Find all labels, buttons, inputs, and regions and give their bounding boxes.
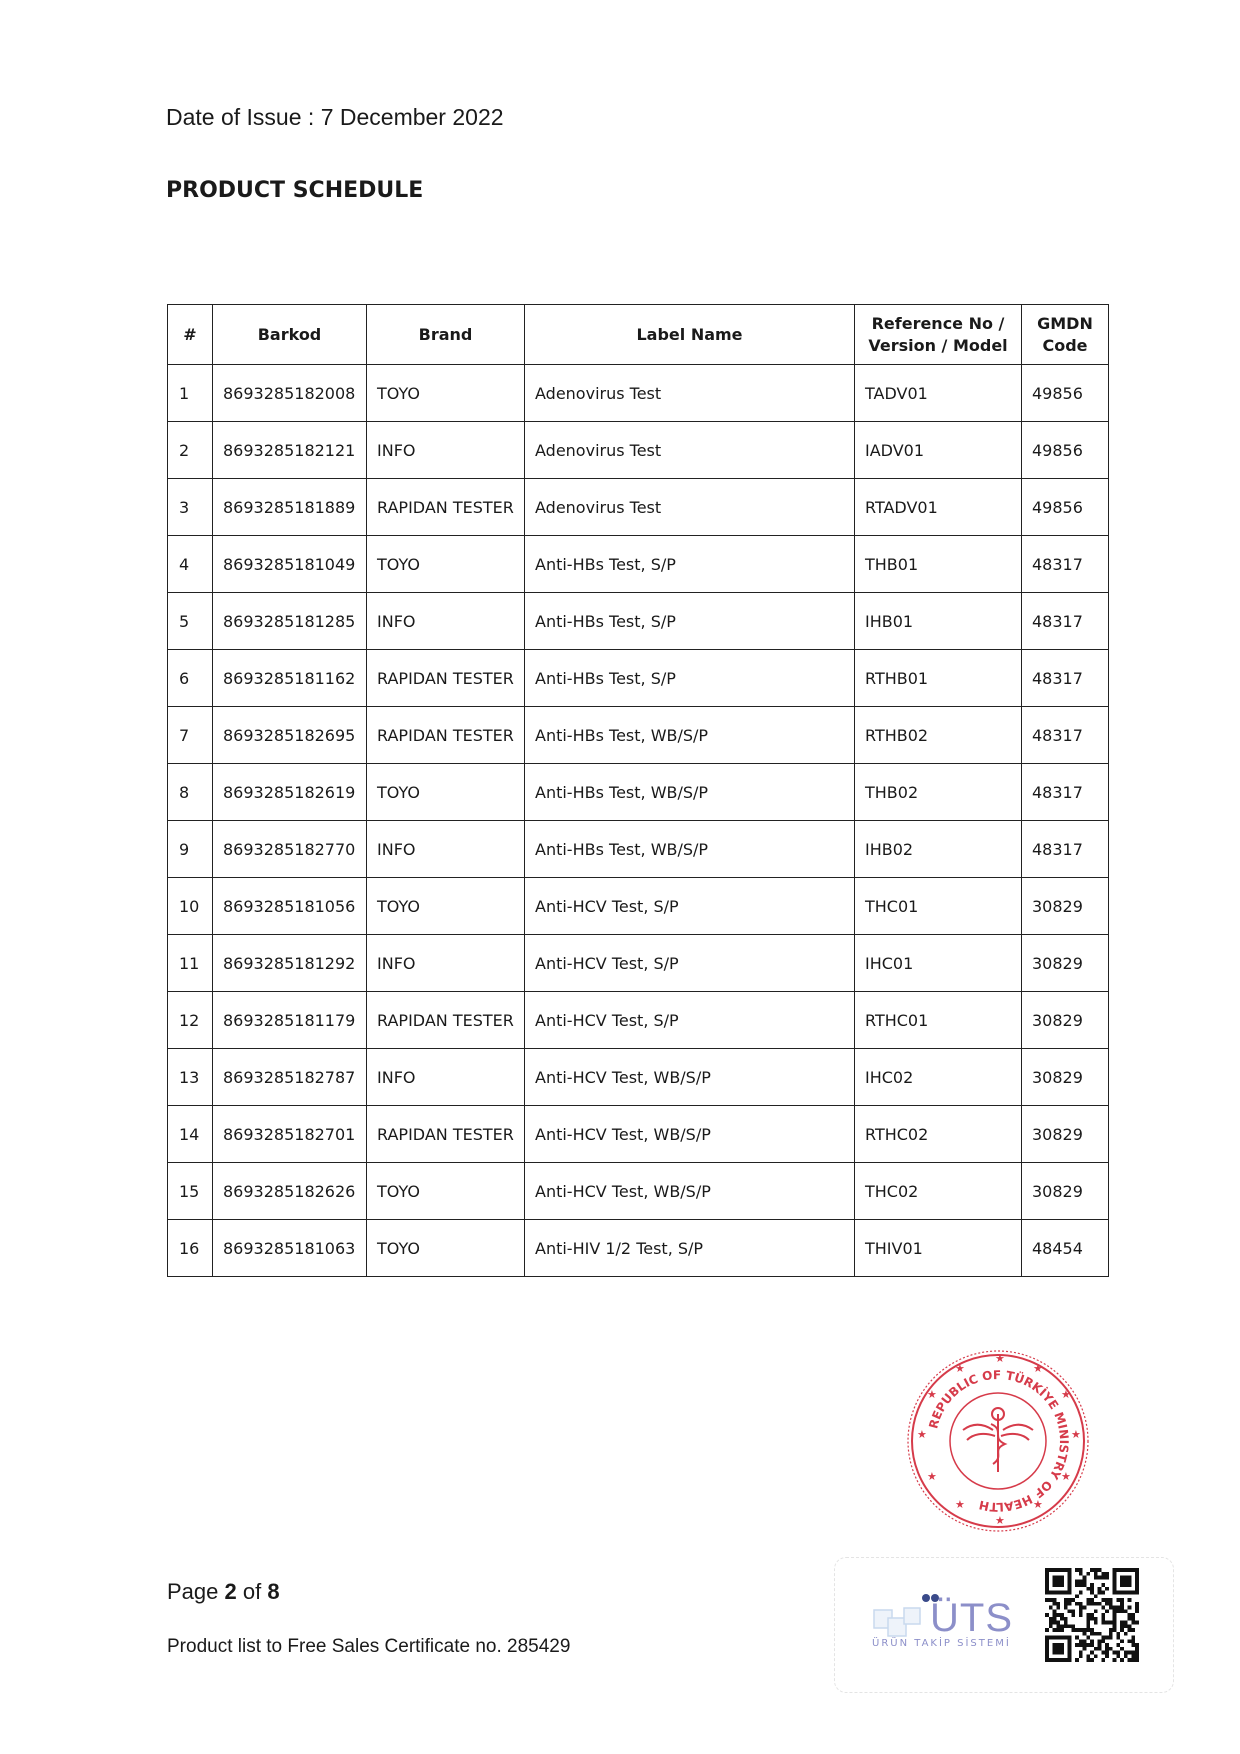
svg-text:★: ★ xyxy=(1033,1362,1043,1375)
cell-reference: RTHB01 xyxy=(855,650,1022,707)
cell-number: 1 xyxy=(168,365,213,422)
cell-barkod: 8693285181162 xyxy=(213,650,367,707)
table-row xyxy=(168,821,1109,878)
cell-brand: RAPIDAN TESTER xyxy=(367,1106,525,1163)
cell-label-name: Anti-HCV Test, S/P xyxy=(525,935,855,992)
cell-gmdn: 30829 xyxy=(1022,992,1109,1049)
cell-gmdn: 48317 xyxy=(1022,821,1109,878)
cell-barkod: 8693285181049 xyxy=(213,536,367,593)
cell-label-name: Adenovirus Test xyxy=(525,365,855,422)
cell-label-name: Anti-HBs Test, S/P xyxy=(525,650,855,707)
cell-number: 2 xyxy=(168,422,213,479)
cell-barkod: 8693285182787 xyxy=(213,1049,367,1106)
cell-reference: IADV01 xyxy=(855,422,1022,479)
cell-reference: RTHC02 xyxy=(855,1106,1022,1163)
cell-brand: INFO xyxy=(367,935,525,992)
cell-gmdn: 48317 xyxy=(1022,650,1109,707)
cell-brand: INFO xyxy=(367,593,525,650)
table-row xyxy=(168,1163,1109,1220)
column-header-gmdn-line1: GMDN xyxy=(1037,313,1093,333)
cell-label-name: Anti-HCV Test, WB/S/P xyxy=(525,1163,855,1220)
cell-label-name: Adenovirus Test xyxy=(525,479,855,536)
cell-gmdn: 48317 xyxy=(1022,536,1109,593)
cell-number: 3 xyxy=(168,479,213,536)
cell-label-name: Anti-HIV 1/2 Test, S/P xyxy=(525,1220,855,1277)
svg-text:★: ★ xyxy=(917,1428,927,1441)
cell-number: 15 xyxy=(168,1163,213,1220)
cell-brand: TOYO xyxy=(367,878,525,935)
cell-gmdn: 49856 xyxy=(1022,479,1109,536)
cell-brand: TOYO xyxy=(367,1220,525,1277)
cell-barkod: 8693285181179 xyxy=(213,992,367,1049)
cell-number: 4 xyxy=(168,536,213,593)
table-row xyxy=(168,1049,1109,1106)
cell-label-name: Anti-HBs Test, WB/S/P xyxy=(525,821,855,878)
cell-number: 11 xyxy=(168,935,213,992)
page-title: PRODUCT SCHEDULE xyxy=(166,178,424,203)
table-row xyxy=(168,536,1109,593)
svg-text:★: ★ xyxy=(927,1470,937,1483)
cell-reference: THIV01 xyxy=(855,1220,1022,1277)
cell-barkod: 8693285182008 xyxy=(213,365,367,422)
cell-brand: TOYO xyxy=(367,1163,525,1220)
svg-text:★: ★ xyxy=(955,1362,965,1375)
cell-number: 16 xyxy=(168,1220,213,1277)
seal-text: REPUBLIC OF TÜRKİYE MINISTRY OF HEALTH xyxy=(926,1367,1072,1515)
svg-text:★: ★ xyxy=(995,1514,1005,1527)
cell-gmdn: 49856 xyxy=(1022,365,1109,422)
column-header-barkod: Barkod xyxy=(213,305,367,365)
uts-logo-text: ÜTS xyxy=(930,1596,1013,1640)
svg-text:★: ★ xyxy=(1061,1388,1071,1401)
product-schedule-table xyxy=(167,304,1109,1277)
table-body xyxy=(168,365,1109,1277)
page-current: 2 xyxy=(224,1579,237,1604)
cell-barkod: 8693285181056 xyxy=(213,878,367,935)
cell-gmdn: 48317 xyxy=(1022,707,1109,764)
column-header-brand: Brand xyxy=(367,305,525,365)
cell-barkod: 8693285182695 xyxy=(213,707,367,764)
cell-brand: TOYO xyxy=(367,365,525,422)
cell-barkod: 8693285182701 xyxy=(213,1106,367,1163)
table-row xyxy=(168,1220,1109,1277)
cell-number: 13 xyxy=(168,1049,213,1106)
svg-text:★: ★ xyxy=(955,1498,965,1511)
table-row xyxy=(168,764,1109,821)
cell-gmdn: 30829 xyxy=(1022,878,1109,935)
cell-gmdn: 30829 xyxy=(1022,1163,1109,1220)
cell-reference: RTHC01 xyxy=(855,992,1022,1049)
cell-label-name: Anti-HBs Test, S/P xyxy=(525,593,855,650)
cell-number: 9 xyxy=(168,821,213,878)
cell-gmdn: 48317 xyxy=(1022,593,1109,650)
column-header-reference-line2: Version / Model xyxy=(868,335,1008,355)
column-header-gmdn xyxy=(1022,305,1109,365)
cell-gmdn: 48454 xyxy=(1022,1220,1109,1277)
cell-barkod: 8693285182619 xyxy=(213,764,367,821)
svg-text:★: ★ xyxy=(927,1388,937,1401)
cell-number: 7 xyxy=(168,707,213,764)
cell-barkod: 8693285181285 xyxy=(213,593,367,650)
cell-number: 14 xyxy=(168,1106,213,1163)
qr-code-icon xyxy=(1045,1568,1139,1662)
cell-brand: TOYO xyxy=(367,536,525,593)
cell-label-name: Anti-HCV Test, S/P xyxy=(525,992,855,1049)
column-header-number: # xyxy=(168,305,213,365)
cell-brand: INFO xyxy=(367,1049,525,1106)
cell-brand: RAPIDAN TESTER xyxy=(367,650,525,707)
cell-brand: RAPIDAN TESTER xyxy=(367,992,525,1049)
table-row xyxy=(168,422,1109,479)
cell-reference: RTHB02 xyxy=(855,707,1022,764)
table-row xyxy=(168,479,1109,536)
page-prefix: Page xyxy=(167,1579,225,1604)
svg-text:★: ★ xyxy=(1033,1498,1043,1511)
cell-reference: TADV01 xyxy=(855,365,1022,422)
cell-label-name: Anti-HCV Test, WB/S/P xyxy=(525,1049,855,1106)
cell-reference: THB01 xyxy=(855,536,1022,593)
column-header-gmdn-line2: Code xyxy=(1042,335,1088,355)
cell-number: 5 xyxy=(168,593,213,650)
page-of: of xyxy=(236,1579,268,1604)
cell-gmdn: 30829 xyxy=(1022,1106,1109,1163)
cell-brand: TOYO xyxy=(367,764,525,821)
table-header-row xyxy=(168,305,1109,365)
column-header-reference-line1: Reference No / xyxy=(871,313,1005,333)
date-of-issue: Date of Issue : 7 December 2022 xyxy=(166,104,504,130)
table-row xyxy=(168,707,1109,764)
cell-number: 8 xyxy=(168,764,213,821)
cell-reference: RTADV01 xyxy=(855,479,1022,536)
svg-text:★: ★ xyxy=(1071,1428,1081,1441)
cell-brand: RAPIDAN TESTER xyxy=(367,479,525,536)
cell-brand: INFO xyxy=(367,422,525,479)
cell-reference: THC02 xyxy=(855,1163,1022,1220)
cell-reference: IHB02 xyxy=(855,821,1022,878)
cell-number: 6 xyxy=(168,650,213,707)
cell-number: 12 xyxy=(168,992,213,1049)
table-row xyxy=(168,878,1109,935)
cell-barkod: 8693285182626 xyxy=(213,1163,367,1220)
cell-label-name: Anti-HCV Test, WB/S/P xyxy=(525,1106,855,1163)
cell-gmdn: 49856 xyxy=(1022,422,1109,479)
svg-text:★: ★ xyxy=(995,1352,1005,1365)
table-row xyxy=(168,650,1109,707)
table-row xyxy=(168,1106,1109,1163)
cell-barkod: 8693285182770 xyxy=(213,821,367,878)
page-total: 8 xyxy=(267,1579,280,1604)
cell-label-name: Anti-HCV Test, S/P xyxy=(525,878,855,935)
uts-subtitle: ÜRÜN TAKİP SİSTEMİ xyxy=(872,1638,1011,1649)
table-row xyxy=(168,593,1109,650)
cell-number: 10 xyxy=(168,878,213,935)
cell-gmdn: 48317 xyxy=(1022,764,1109,821)
footer-note: Product list to Free Sales Certificate no. 285429 xyxy=(167,1636,571,1657)
cell-barkod: 8693285181292 xyxy=(213,935,367,992)
cell-barkod: 8693285182121 xyxy=(213,422,367,479)
cell-label-name: Adenovirus Test xyxy=(525,422,855,479)
cell-reference: IHB01 xyxy=(855,593,1022,650)
cell-gmdn: 30829 xyxy=(1022,935,1109,992)
table-row xyxy=(168,365,1109,422)
cell-barkod: 8693285181063 xyxy=(213,1220,367,1277)
cell-reference: IHC02 xyxy=(855,1049,1022,1106)
cell-label-name: Anti-HBs Test, WB/S/P xyxy=(525,764,855,821)
column-header-reference xyxy=(855,305,1022,365)
page-number xyxy=(167,1579,280,1605)
cell-reference: IHC01 xyxy=(855,935,1022,992)
table-row xyxy=(168,992,1109,1049)
cell-brand: RAPIDAN TESTER xyxy=(367,707,525,764)
ministry-seal-icon xyxy=(905,1348,1091,1534)
column-header-label-name: Label Name xyxy=(525,305,855,365)
cell-brand: INFO xyxy=(367,821,525,878)
cell-label-name: Anti-HBs Test, WB/S/P xyxy=(525,707,855,764)
svg-text:★: ★ xyxy=(1061,1470,1071,1483)
cell-reference: THB02 xyxy=(855,764,1022,821)
cell-label-name: Anti-HBs Test, S/P xyxy=(525,536,855,593)
table-row xyxy=(168,935,1109,992)
cell-barkod: 8693285181889 xyxy=(213,479,367,536)
cell-reference: THC01 xyxy=(855,878,1022,935)
cell-gmdn: 30829 xyxy=(1022,1049,1109,1106)
